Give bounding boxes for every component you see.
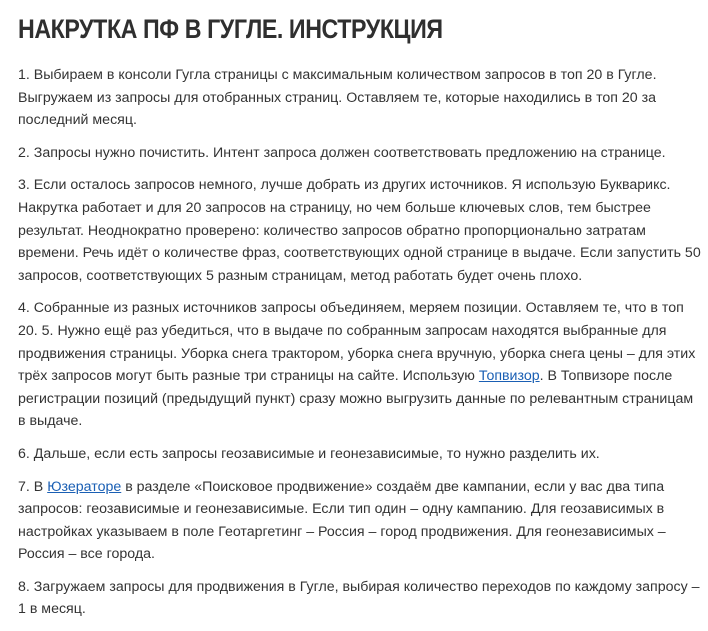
- step-4-text-end: . В Топвизоре после регистрации позиций (предыдущий пункт) сразу можно выгрузить данные по релевантным страницам в выдаче.: [18, 368, 694, 430]
- step-4: [18, 297, 702, 433]
- step-6: 6. Дальше, если есть запросы геозависимые и геонезависимые, то нужно разделить их.: [18, 445, 600, 462]
- article: [18, 0, 702, 631]
- step-7-text-start: 7. В: [18, 478, 48, 495]
- step-1: 1. Выбираем в консоли Гугла страницы с максимальным количеством запросов в топ 20 в Гугле. Выгружаем из запросы для отобранных страниц. Оставляем те, которые находились в топ 20 за последний месяц.: [18, 67, 657, 129]
- steps-list: [18, 64, 702, 621]
- step-4-text-start: 4. Собранные из разных источников запросы объединяем, меряем позиции. Оставляем те, что в топ 20. 5. Нужно ещё раз убедиться, что в выдаче по собранным запросам находятся выбранные для продвижения страницы. Уборка снега трактором, уборка снега вручную, уборка снега цены – для этих трёх запросов могут быть разные три страницы на сайте. Использую: [18, 300, 696, 385]
- userator-link[interactable]: Юзераторе: [47, 478, 122, 495]
- step-3: 3. Если осталось запросов немного, лучше добрать из других источников. Я использую Букварикс. Накрутка работает и для 20 запросов на страницу, но чем больше ключевых слов, тем быстрее результат. Неоднократно проверено: количество запросов обратно пропорционально затратам времени. Речь идёт о количестве фраз, соответствующих одной странице в выдаче. Если запустить 50 запросов, соответствующих 5 разным страницам, метод работать будет очень плохо.: [18, 177, 701, 284]
- page-title: НАКРУТКА ПФ В ГУГЛЕ. ИНСТРУКЦИЯ: [18, 14, 443, 44]
- topvisor-link[interactable]: Топвизор: [478, 368, 540, 385]
- step-7: [18, 476, 702, 566]
- step-2: 2. Запросы нужно почистить. Интент запроса должен соответствовать предложению на странице.: [18, 144, 666, 161]
- step-8: 8. Загружаем запросы для продвижения в Гугле, выбирая количество переходов по каждому запросу – 1 в месяц.: [18, 578, 700, 618]
- step-7-text-end: в разделе «Поисковое продвижение» создаём две кампании, если у вас два типа запросов: геозависимые и геонезависимые. Если тип один – одну кампанию. Для геозависимых в настройках указываем в поле Геотаргетинг – Россия – город продвижения. Для геонезависимых – Россия – все города.: [18, 478, 666, 563]
